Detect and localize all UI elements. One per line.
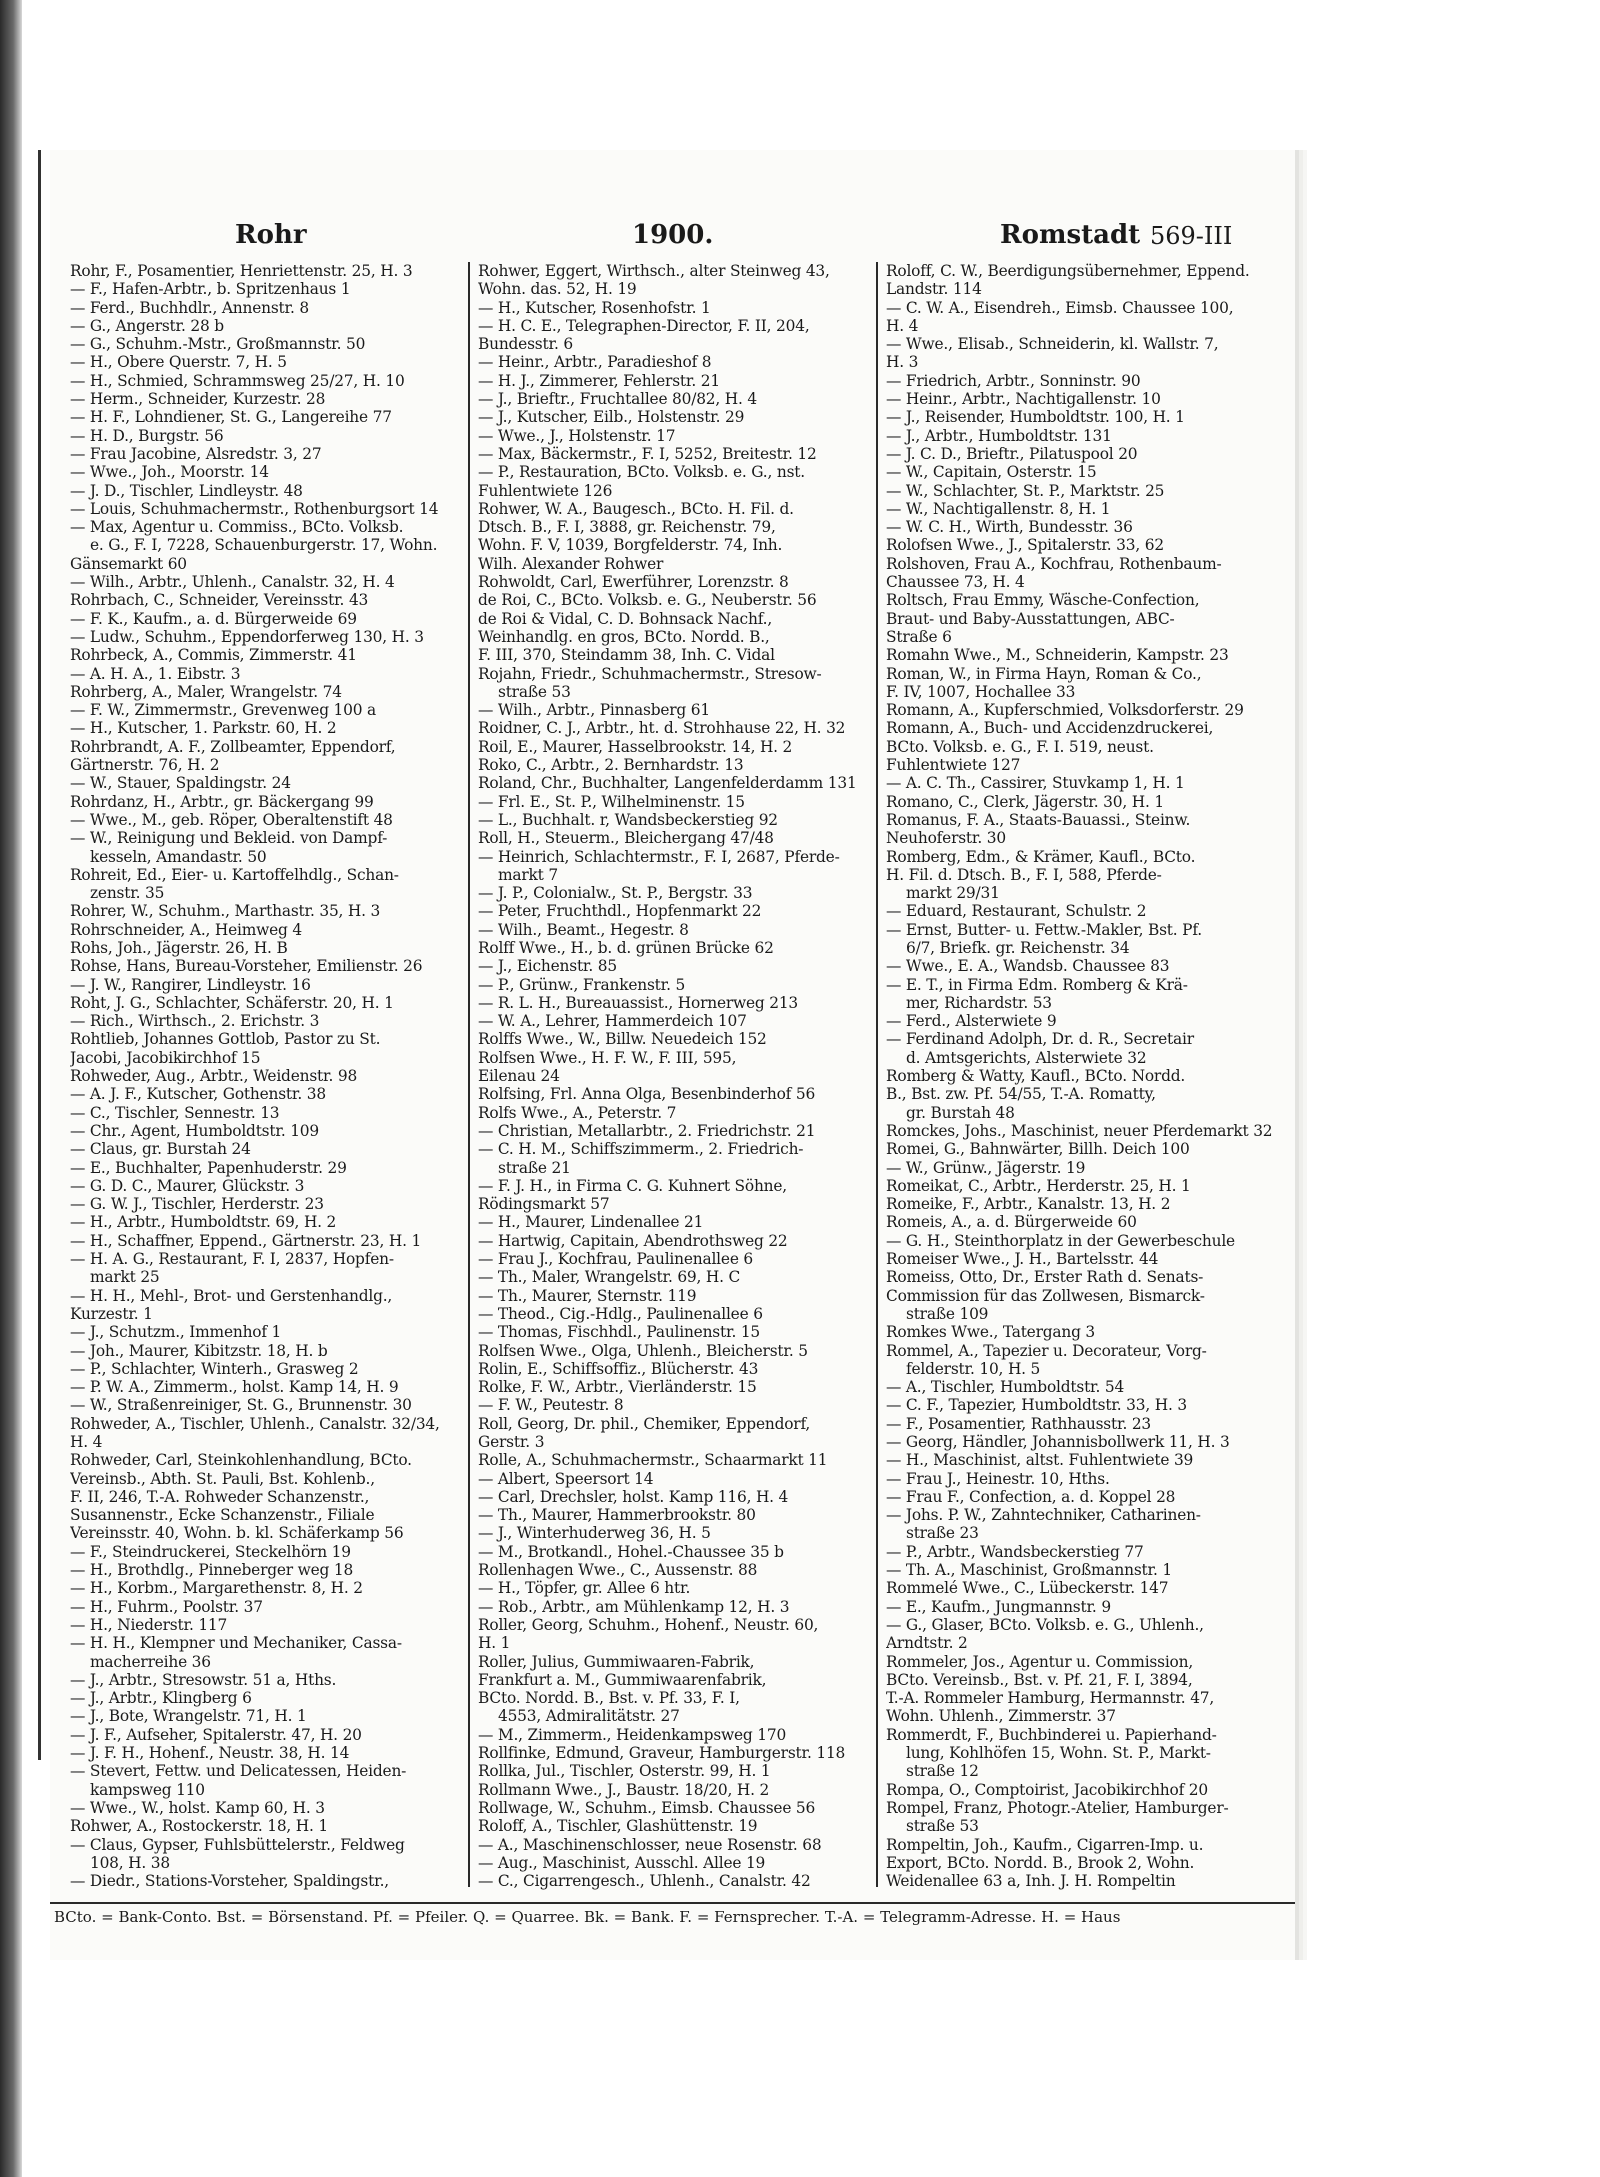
directory-entry-line: — P., Restauration, BCto. Volksb. e. G., nst. xyxy=(478,463,805,482)
directory-entry-line: — Claus, Gypser, Fuhlsbüttelerstr., Feldweg xyxy=(70,1835,405,1854)
directory-entry-line: — H., Kutscher, 1. Parkstr. 60, H. 2 xyxy=(70,719,337,738)
directory-entry-line: — Th., Maurer, Hammerbrookstr. 80 xyxy=(478,1506,756,1525)
directory-entry-line: — Ferd., Buchhdlr., Annenstr. 8 xyxy=(70,298,309,317)
directory-entry-line: — Claus, gr. Burstah 24 xyxy=(70,1140,251,1159)
directory-entry-line: Rohrbach, C., Schneider, Vereinsstr. 43 xyxy=(70,591,369,610)
directory-entry-line: H. Fil. d. Dtsch. B., F. I, 588, Pferde- xyxy=(886,865,1162,884)
directory-entry-line: — A. H. A., 1. Eibstr. 3 xyxy=(70,664,241,683)
directory-entry-line: — J., Eichenstr. 85 xyxy=(478,957,617,976)
directory-entry-line: straße 53 xyxy=(498,682,571,701)
directory-entry-line: Rohse, Hans, Bureau-Vorsteher, Emilienstr. 26 xyxy=(70,957,423,976)
directory-entry-line: — Chr., Agent, Humboldtstr. 109 xyxy=(70,1121,319,1140)
directory-entry-line: — J., Arbtr., Humboldtstr. 131 xyxy=(886,426,1112,445)
directory-entry-line: Romeiser Wwe., J. H., Bartelsstr. 44 xyxy=(886,1250,1159,1269)
directory-entry-line: — H. C. E., Telegraphen-Director, F. II, 204, xyxy=(478,316,810,335)
directory-entry-line: T.-A. Rommeler Hamburg, Hermannstr. 47, xyxy=(886,1689,1215,1708)
directory-entry-line: — Th., Maurer, Sternstr. 119 xyxy=(478,1286,697,1305)
directory-entry-line: Weidenallee 63 a, Inh. J. H. Rompeltin xyxy=(886,1872,1176,1891)
directory-entry-line: Rohweder, Aug., Arbtr., Weidenstr. 98 xyxy=(70,1067,358,1086)
directory-entry-line: de Roi, C., BCto. Volksb. e. G., Neuberstr. 56 xyxy=(478,591,817,610)
directory-entry-line: — Ferdinand Adolph, Dr. d. R., Secretair xyxy=(886,1030,1194,1049)
directory-entry-line: — Th., Maler, Wrangelstr. 69, H. C xyxy=(478,1268,741,1287)
directory-entry-line: — Wwe., Elisab., Schneiderin, kl. Wallstr. 7, xyxy=(886,335,1219,354)
directory-entry-line: Wohn. Uhlenh., Zimmerstr. 37 xyxy=(886,1707,1116,1726)
column-3 xyxy=(886,262,1286,1892)
directory-entry-line: — F., Hafen-Arbtr., b. Spritzenhaus 1 xyxy=(70,280,351,299)
header-year: 1900. xyxy=(632,220,714,250)
directory-entry-line: kampsweg 110 xyxy=(90,1780,205,1799)
directory-entry-line: — Peter, Fruchthdl., Hopfenmarkt 22 xyxy=(478,902,762,921)
directory-entry-line: — W., Straßenreiniger, St. G., Brunnenstr. 30 xyxy=(70,1396,412,1415)
directory-entry-line: Rohr, F., Posamentier, Henriettenstr. 25, H. 3 xyxy=(70,262,413,280)
directory-entry-line: Rohs, Joh., Jägerstr. 26, H. B xyxy=(70,938,288,957)
directory-entry-line: — F. W., Zimmermstr., Grevenweg 100 a xyxy=(70,701,376,720)
directory-entry-line: Eilenau 24 xyxy=(478,1067,560,1086)
directory-entry-line: Rompel, Franz, Photogr.-Atelier, Hamburger- xyxy=(886,1798,1229,1817)
directory-entry-line: — H., Kutscher, Rosenhofstr. 1 xyxy=(478,298,711,317)
header-left-keyword: Rohr xyxy=(235,220,307,250)
directory-entry-line: Roll, Georg, Dr. phil., Chemiker, Eppendorf, xyxy=(478,1414,811,1433)
directory-entry-line: Roht, J. G., Schlachter, Schäferstr. 20, H. 1 xyxy=(70,993,394,1012)
directory-entry-line: — J., Arbtr., Klingberg 6 xyxy=(70,1689,252,1708)
directory-entry-line: Jacobi, Jacobikirchhof 15 xyxy=(70,1048,261,1067)
directory-entry-line: F. II, 246, T.-A. Rohweder Schanzenstr., xyxy=(70,1487,370,1506)
directory-entry-line: — Ferd., Alsterwiete 9 xyxy=(886,1012,1057,1031)
column-2 xyxy=(478,262,878,1892)
directory-entry-line: — C. W. A., Eisendreh., Eimsb. Chaussee 100, xyxy=(886,298,1234,317)
directory-entry-line: Roltsch, Frau Emmy, Wäsche-Confection, xyxy=(886,591,1200,610)
directory-entry-line: — J., Kutscher, Eilb., Holstenstr. 29 xyxy=(478,408,745,427)
directory-entry-line: Rollka, Jul., Tischler, Osterstr. 99, H. 1 xyxy=(478,1762,771,1781)
directory-entry-line: Roll, H., Steuerm., Bleichergang 47/48 xyxy=(478,829,774,848)
directory-entry-line: — E., Buchhalter, Papenhuderstr. 29 xyxy=(70,1158,347,1177)
directory-entry-line: — Frau Jacobine, Alsredstr. 3, 27 xyxy=(70,444,322,463)
directory-entry-line: Rolffs Wwe., W., Billw. Neuedeich 152 xyxy=(478,1030,767,1049)
directory-entry-line: H. 4 xyxy=(886,316,919,335)
directory-entry-line: Rommelé Wwe., C., Lübeckerstr. 147 xyxy=(886,1579,1169,1598)
directory-entry-line: Commission für das Zollwesen, Bismarck- xyxy=(886,1286,1205,1305)
directory-entry-line: Dtsch. B., F. I, 3888, gr. Reichenstr. 79, xyxy=(478,518,776,537)
directory-entry-line: kesseln, Amandastr. 50 xyxy=(90,847,267,866)
directory-entry-line: — F. K., Kaufm., a. d. Bürgerweide 69 xyxy=(70,609,357,628)
directory-entry-line: H. 1 xyxy=(478,1634,511,1653)
directory-entry-line: — H., Maschinist, altst. Fuhlentwiete 39 xyxy=(886,1451,1194,1470)
directory-entry-line: Wilh. Alexander Rohwer xyxy=(478,554,664,573)
directory-entry-line: — P., Schlachter, Winterh., Grasweg 2 xyxy=(70,1359,359,1378)
directory-entry-line: — W., Stauer, Spaldingstr. 24 xyxy=(70,774,291,793)
directory-entry-line: Romberg, Edm., & Krämer, Kaufl., BCto. xyxy=(886,847,1196,866)
directory-entry-line: — H. H., Mehl-, Brot- und Gerstenhandlg., xyxy=(70,1286,393,1305)
directory-entry-line: Rohweder, Carl, Steinkohlenhandlung, BCto. xyxy=(70,1451,412,1470)
directory-entry-line: Rohrberg, A., Maler, Wrangelstr. 74 xyxy=(70,682,342,701)
directory-entry-line: Roller, Julius, Gummiwaaren-Fabrik, xyxy=(478,1652,755,1671)
directory-entry-line: — W. A., Lehrer, Hammerdeich 107 xyxy=(478,1012,747,1031)
directory-entry-line: — Wilh., Arbtr., Uhlenh., Canalstr. 32, H. 4 xyxy=(70,573,395,592)
directory-entry-line: — Herm., Schneider, Kurzestr. 28 xyxy=(70,390,326,409)
directory-entry-line: Romanus, F. A., Staats-Bauassi., Steinw. xyxy=(886,810,1191,829)
directory-entry-line: — Carl, Drechsler, holst. Kamp 116, H. 4 xyxy=(478,1487,789,1506)
directory-entry-line: — F. J. H., in Firma C. G. Kuhnert Söhne, xyxy=(478,1176,787,1195)
directory-entry-line: Rohwer, A., Rostockerstr. 18, H. 1 xyxy=(70,1817,329,1836)
directory-entry-line: — Thomas, Fischhdl., Paulinenstr. 15 xyxy=(478,1323,761,1342)
directory-entry-line: — M., Zimmerm., Heidenkampsweg 170 xyxy=(478,1725,787,1744)
directory-entry-line: Roidner, C. J., Arbtr., ht. d. Strohhause 22, H. 32 xyxy=(478,719,846,738)
directory-entry-line: Rolke, F. W., Arbtr., Vierländerstr. 15 xyxy=(478,1378,757,1397)
directory-entry-line: Rolin, E., Schiffsoffiz., Blücherstr. 43 xyxy=(478,1359,759,1378)
directory-entry-line: Roloff, C. W., Beerdigungsübernehmer, Eppend. xyxy=(886,262,1250,280)
directory-entry-line: — H., Maurer, Lindenallee 21 xyxy=(478,1213,704,1232)
directory-entry-line: — H., Schaffner, Eppend., Gärtnerstr. 23, H. 1 xyxy=(70,1231,422,1250)
directory-entry-line: — W., Capitain, Osterstr. 15 xyxy=(886,463,1097,482)
directory-entry-line: e. G., F. I, 7228, Schauenburgerstr. 17, Wohn. xyxy=(90,536,438,555)
directory-entry-line: Weinhandlg. en gros, BCto. Nordd. B., xyxy=(478,627,770,646)
directory-entry-line: Rolfs Wwe., A., Peterstr. 7 xyxy=(478,1103,677,1122)
directory-entry-line: — H. D., Burgstr. 56 xyxy=(70,426,224,445)
directory-entry-line: straße 21 xyxy=(498,1158,571,1177)
directory-entry-line: Rohrer, W., Schuhm., Marthastr. 35, H. 3 xyxy=(70,902,381,921)
directory-entry-line: — Frau F., Confection, a. d. Koppel 28 xyxy=(886,1487,1176,1506)
directory-entry-line: felderstr. 10, H. 5 xyxy=(906,1359,1041,1378)
directory-entry-line: — W., Grünw., Jägerstr. 19 xyxy=(886,1158,1086,1177)
directory-entry-line: — J. P., Colonialw., St. P., Bergstr. 33 xyxy=(478,884,753,903)
directory-entry-line: Fuhlentwiete 126 xyxy=(478,481,613,500)
directory-entry-line: — Rich., Wirthsch., 2. Erichstr. 3 xyxy=(70,1012,320,1031)
directory-entry-line: — P., Arbtr., Wandsbeckerstieg 77 xyxy=(886,1542,1144,1561)
directory-entry-line: zenstr. 35 xyxy=(90,884,165,903)
directory-entry-line: — H., Brothdlg., Pinneberger weg 18 xyxy=(70,1561,354,1580)
directory-entry-line: — Wwe., Joh., Moorstr. 14 xyxy=(70,463,269,482)
directory-entry-line: B., Bst. zw. Pf. 54/55, T.-A. Romatty, xyxy=(886,1085,1156,1104)
directory-entry-line: Romberg & Watty, Kaufl., BCto. Nordd. xyxy=(886,1067,1186,1086)
directory-entry-line: Roland, Chr., Buchhalter, Langenfelderdamm 131 xyxy=(478,774,857,793)
directory-entry-line: Roman, W., in Firma Hayn, Roman & Co., xyxy=(886,664,1202,683)
directory-entry-line: Wohn. F. V, 1039, Borgfelderstr. 74, Inh. xyxy=(478,536,783,555)
directory-entry-line: — J. F. H., Hohenf., Neustr. 38, H. 14 xyxy=(70,1744,350,1763)
directory-entry-line: Arndtstr. 2 xyxy=(886,1634,968,1653)
directory-entry-line: d. Amtsgerichts, Alsterwiete 32 xyxy=(906,1048,1147,1067)
directory-entry-line xyxy=(70,1890,470,1892)
directory-entry-line: — J. W., Rangirer, Lindleystr. 16 xyxy=(70,975,311,994)
directory-entry-line: Rommerdt, F., Buchbinderei u. Papierhand- xyxy=(886,1725,1217,1744)
directory-entry-line: Rojahn, Friedr., Schuhmachermstr., Stresow- xyxy=(478,664,822,683)
directory-entry-line: Rolofsen Wwe., J., Spitalerstr. 33, 62 xyxy=(886,536,1164,555)
directory-entry-line: — Eduard, Restaurant, Schulstr. 2 xyxy=(886,902,1147,921)
directory-entry-line: — J. F., Aufseher, Spitalerstr. 47, H. 20 xyxy=(70,1725,362,1744)
directory-entry-line: — Hartwig, Capitain, Abendrothsweg 22 xyxy=(478,1231,788,1250)
directory-entry-line: — A. J. F., Kutscher, Gothenstr. 38 xyxy=(70,1085,326,1104)
directory-entry-line: — Georg, Händler, Johannisbollwerk 11, H. 3 xyxy=(886,1433,1230,1451)
directory-entry-line: — Heinr., Arbtr., Nachtigallenstr. 10 xyxy=(886,390,1161,409)
directory-entry-line: Rohrbrandt, A. F., Zollbeamter, Eppendorf, xyxy=(70,737,396,756)
directory-entry-line: F. IV, 1007, Hochallee 33 xyxy=(886,682,1076,701)
directory-entry-line: BCto. Volksb. e. G., F. I. 519, neust. xyxy=(886,737,1154,756)
directory-entry-line: Romano, C., Clerk, Jägerstr. 30, H. 1 xyxy=(886,792,1164,811)
directory-entry-line: — Wwe., E. A., Wandsb. Chaussee 83 xyxy=(886,957,1170,976)
directory-entry-line: — A., Tischler, Humboldtstr. 54 xyxy=(886,1378,1125,1397)
directory-entry-line: Rollfinke, Edmund, Graveur, Hamburgerstr. 118 xyxy=(478,1744,846,1763)
column-rule-1 xyxy=(468,262,470,1887)
directory-entry-line: Gänsemarkt 60 xyxy=(70,554,187,573)
directory-page xyxy=(50,150,1295,1960)
directory-entry-line: Landstr. 114 xyxy=(886,280,982,299)
directory-entry-line: — H., Schmied, Schrammsweg 25/27, H. 10 xyxy=(70,371,405,390)
directory-entry-line: — C., Cigarrengesch., Uhlenh., Canalstr. 42 xyxy=(478,1872,811,1891)
directory-entry-line: — J. C. D., Brieftr., Pilatuspool 20 xyxy=(886,444,1138,463)
directory-entry-line: — H., Niederstr. 117 xyxy=(70,1615,228,1634)
abbreviation-footer xyxy=(50,1902,1295,1934)
directory-entry-line: — G., Glaser, BCto. Volksb. e. G., Uhlenh., xyxy=(886,1615,1204,1634)
directory-entry-line: — F. W., Peutestr. 8 xyxy=(478,1396,624,1415)
directory-entry-line: markt 7 xyxy=(498,865,558,884)
directory-entry-line: BCto. Nordd. B., Bst. v. Pf. 33, F. I, xyxy=(478,1689,740,1708)
directory-entry-line: — E., Kaufm., Jungmannstr. 9 xyxy=(886,1597,1111,1616)
directory-entry-line: Rohreit, Ed., Eier- u. Kartoffelhdlg., Schan- xyxy=(70,865,399,884)
directory-entry-line: — Wwe., M., geb. Röper, Oberaltenstift 48 xyxy=(70,810,393,829)
directory-entry-line: — Christian, Metallarbtr., 2. Friedrichstr. 21 xyxy=(478,1121,816,1140)
directory-entry-line: Rohwer, Eggert, Wirthsch., alter Steinweg 43, xyxy=(478,262,830,280)
directory-entry-line: straße 12 xyxy=(906,1762,979,1781)
directory-entry-line: Vereinsstr. 40, Wohn. b. kl. Schäferkamp 56 xyxy=(70,1524,404,1543)
directory-entry-line: Vereinsb., Abth. St. Pauli, Bst. Kohlenb., xyxy=(70,1469,375,1488)
directory-entry-line: Fuhlentwiete 127 xyxy=(886,756,1021,775)
directory-entry-line: — Louis, Schuhmachermstr., Rothenburgsort 14 xyxy=(70,499,439,518)
directory-entry-line: — Max, Agentur u. Commiss., BCto. Volksb. xyxy=(70,518,404,537)
directory-entry-line: — J., Reisender, Humboldtstr. 100, H. 1 xyxy=(886,408,1185,427)
directory-entry-line: markt 25 xyxy=(90,1268,160,1287)
column-1 xyxy=(70,262,470,1892)
directory-entry-line: lung, Kohlhöfen 15, Wohn. St. P., Markt- xyxy=(906,1744,1211,1763)
directory-entry-line: — Frau J., Heinestr. 10, Hths. xyxy=(886,1469,1110,1488)
directory-entry-line: Gärtnerstr. 76, H. 2 xyxy=(70,756,220,775)
directory-entry-line: — Friedrich, Arbtr., Sonninstr. 90 xyxy=(886,371,1141,390)
directory-entry-line: Romeis, A., a. d. Bürgerweide 60 xyxy=(886,1213,1137,1232)
directory-entry-line: — Heinrich, Schlachtermstr., F. I, 2687, Pferde- xyxy=(478,847,840,866)
directory-entry-line: Romkes Wwe., Tatergang 3 xyxy=(886,1323,1096,1342)
directory-entry-line: — G. D. C., Maurer, Glückstr. 3 xyxy=(70,1176,305,1195)
footer-legend: BCto. = Bank-Conto. Bst. = Börsenstand. Pf. = Pfeiler. Q. = Quarree. Bk. = Bank. F. = Fernsprecher. T.-A. = Telegramm-Adresse. H. = Haus xyxy=(54,1908,1121,1926)
directory-entry-line: — M., Brotkandl., Hohel.-Chaussee 35 b xyxy=(478,1542,784,1561)
directory-entry-line: Rolfsen Wwe., Olga, Uhlenh., Bleicherstr. 5 xyxy=(478,1341,808,1360)
directory-entry-line xyxy=(886,1890,1286,1892)
directory-entry-line: mer, Richardstr. 53 xyxy=(906,993,1052,1012)
directory-entry-line: Romahn Wwe., M., Schneiderin, Kampstr. 23 xyxy=(886,646,1229,665)
directory-entry-line: — H., Korbm., Margarethenstr. 8, H. 2 xyxy=(70,1579,363,1598)
directory-entry-line: — W., Nachtigallenstr. 8, H. 1 xyxy=(886,499,1111,518)
directory-entry-line: 4553, Admiralitätstr. 27 xyxy=(498,1707,680,1726)
directory-entry-line: — Max, Bäckermstr., F. I, 5252, Breitestr. 12 xyxy=(478,444,817,463)
directory-entry-line: — Heinr., Arbtr., Paradieshof 8 xyxy=(478,353,712,372)
directory-entry-line: — L., Buchhalt. r, Wandsbeckerstieg 92 xyxy=(478,810,778,829)
directory-entry-line: Roloff, A., Tischler, Glashüttenstr. 19 xyxy=(478,1817,758,1836)
directory-entry-line: — J., Bote, Wrangelstr. 71, H. 1 xyxy=(70,1707,307,1726)
directory-entry-line: Rolshoven, Frau A., Kochfrau, Rothenbaum- xyxy=(886,554,1222,573)
directory-entry-line: straße 23 xyxy=(906,1524,979,1543)
header-right-keyword: Romstadt xyxy=(1000,220,1141,250)
directory-entry-line: — C. F., Tapezier, Humboldtstr. 33, H. 3 xyxy=(886,1396,1187,1415)
directory-entry-line: — C. H. M., Schiffszimmerm., 2. Friedrich- xyxy=(478,1140,804,1159)
directory-entry-line: — Th. A., Maschinist, Großmannstr. 1 xyxy=(886,1561,1172,1580)
directory-entry-line: Romckes, Johs., Maschinist, neuer Pferdemarkt 32 xyxy=(886,1121,1273,1140)
directory-entry-line: Rohrschneider, A., Heimweg 4 xyxy=(70,920,302,939)
directory-entry-line: Export, BCto. Nordd. B., Brook 2, Wohn. xyxy=(886,1853,1195,1872)
directory-entry-line: — Albert, Speersort 14 xyxy=(478,1469,654,1488)
directory-entry-line: Braut- und Baby-Ausstattungen, ABC- xyxy=(886,609,1175,628)
directory-entry-line: Chaussee 73, H. 4 xyxy=(886,573,1025,592)
directory-entry-line: Neuhoferstr. 30 xyxy=(886,829,1006,848)
directory-entry-line: — E. T., in Firma Edm. Romberg & Krä- xyxy=(886,975,1188,994)
directory-entry-line: — Theod., Cig.-Hdlg., Paulinenallee 6 xyxy=(478,1304,763,1323)
directory-entry-line: Rohwoldt, Carl, Ewerführer, Lorenzstr. 8 xyxy=(478,573,789,592)
directory-entry-line: H. 4 xyxy=(70,1433,103,1451)
directory-entry-line: — G. W. J., Tischler, Herderstr. 23 xyxy=(70,1195,324,1214)
directory-entry-line: — H., Arbtr., Humboldtstr. 69, H. 2 xyxy=(70,1213,337,1232)
directory-entry-line: — Rob., Arbtr., am Mühlenkamp 12, H. 3 xyxy=(478,1597,790,1616)
directory-entry-line: Romann, A., Kupferschmied, Volksdorferstr. 29 xyxy=(886,701,1244,720)
directory-entry-line: 6/7, Briefk. gr. Reichenstr. 34 xyxy=(906,938,1130,957)
directory-entry-line: — H., Fuhrm., Poolstr. 37 xyxy=(70,1597,263,1616)
directory-entry-line: — H. A. G., Restaurant, F. I, 2837, Hopfen- xyxy=(70,1250,394,1269)
directory-entry-line: — C., Tischler, Sennestr. 13 xyxy=(70,1103,280,1122)
directory-entry-line: straße 109 xyxy=(906,1304,989,1323)
previous-page-edge xyxy=(38,150,41,1760)
directory-entry-line: Rolff Wwe., H., b. d. grünen Brücke 62 xyxy=(478,938,774,957)
directory-entry-line: Rolfsen Wwe., H. F. W., F. III, 595, xyxy=(478,1048,737,1067)
directory-entry-line: Rollmann Wwe., J., Baustr. 18/20, H. 2 xyxy=(478,1780,770,1799)
directory-entry-line: Rompeltin, Joh., Kaufm., Cigarren-Imp. u. xyxy=(886,1835,1204,1854)
directory-entry-line: BCto. Vereinsb., Bst. v. Pf. 21, F. I, 3894, xyxy=(886,1670,1193,1689)
directory-entry-line: — W. C. H., Wirth, Bundesstr. 36 xyxy=(886,518,1133,537)
directory-entry-line: — H., Töpfer, gr. Allee 6 htr. xyxy=(478,1579,691,1598)
directory-entry-line: Romei, G., Bahnwärter, Billh. Deich 100 xyxy=(886,1140,1190,1159)
directory-entry-line: Roil, E., Maurer, Hasselbrookstr. 14, H. 2 xyxy=(478,737,793,756)
directory-entry-line: — Ludw., Schuhm., Eppendorferweg 130, H. 3 xyxy=(70,627,424,646)
directory-entry-line: Rollenhagen Wwe., C., Aussenstr. 88 xyxy=(478,1561,758,1580)
directory-entry-line: — F., Steindruckerei, Steckelhörn 19 xyxy=(70,1542,351,1561)
directory-entry-line: — J., Winterhuderweg 36, H. 5 xyxy=(478,1524,711,1543)
directory-entry-line: — J. D., Tischler, Lindleystr. 48 xyxy=(70,481,303,500)
directory-entry-line: — Joh., Maurer, Kibitzstr. 18, H. b xyxy=(70,1341,328,1360)
scan-left-edge xyxy=(0,0,22,2177)
page-number: 569-III xyxy=(1150,222,1233,250)
column-rule-2 xyxy=(876,262,878,1887)
directory-entry-line: Romeike, F., Arbtr., Kanalstr. 13, H. 2 xyxy=(886,1195,1171,1214)
directory-entry-line: Rohweder, A., Tischler, Uhlenh., Canalstr. 32/34, xyxy=(70,1414,440,1433)
directory-entry-line: Rohrdanz, H., Arbtr., gr. Bäckergang 99 xyxy=(70,792,374,811)
directory-entry-line: — G., Angerstr. 28 b xyxy=(70,316,224,335)
directory-entry-line: — Johs. P. W., Zahntechniker, Catharinen- xyxy=(886,1506,1201,1525)
directory-entry-line: — G., Schuhm.-Mstr., Großmannstr. 50 xyxy=(70,335,366,354)
directory-entry-line: — Wwe., W., holst. Kamp 60, H. 3 xyxy=(70,1798,325,1817)
directory-entry-line: — P., Grünw., Frankenstr. 5 xyxy=(478,975,686,994)
directory-entry-line: — H. J., Zimmerer, Fehlerstr. 21 xyxy=(478,371,720,390)
directory-entry-line: Susannenstr., Ecke Schanzenstr., Filiale xyxy=(70,1506,375,1525)
directory-entry-line xyxy=(478,1890,878,1892)
directory-entry-line: — J., Arbtr., Stresowstr. 51 a, Hths. xyxy=(70,1670,337,1689)
directory-entry-line: Rohtlieb, Johannes Gottlob, Pastor zu St. xyxy=(70,1030,381,1049)
directory-entry-line: markt 29/31 xyxy=(906,884,1000,903)
page-header xyxy=(50,220,1295,256)
directory-entry-line: — J., Schutzm., Immenhof 1 xyxy=(70,1323,282,1342)
directory-entry-line: macherreihe 36 xyxy=(90,1652,211,1671)
directory-entry-line: — G. H., Steinthorplatz in der Gewerbeschule xyxy=(886,1231,1235,1250)
directory-entry-line: F. III, 370, Steindamm 38, Inh. C. Vidal xyxy=(478,646,775,665)
directory-entry-line: Rödingsmarkt 57 xyxy=(478,1195,610,1214)
directory-entry-line: Roko, C., Arbtr., 2. Bernhardstr. 13 xyxy=(478,756,744,775)
directory-entry-line: — Diedr., Stations-Vorsteher, Spaldingstr., xyxy=(70,1872,389,1891)
directory-entry-line: — Stevert, Fettw. und Delicatessen, Heiden- xyxy=(70,1762,407,1781)
directory-entry-line: Rohrbeck, A., Commis, Zimmerstr. 41 xyxy=(70,646,357,665)
directory-entry-line: Rompa, O., Comptoirist, Jacobikirchhof 20 xyxy=(886,1780,1208,1799)
directory-entry-line: — W., Schlachter, St. P., Marktstr. 25 xyxy=(886,481,1165,500)
directory-entry-line: — H. F., Lohndiener, St. G., Langereihe 77 xyxy=(70,408,392,427)
directory-entry-line: — R. L. H., Bureauassist., Hornerweg 213 xyxy=(478,993,799,1012)
directory-entry-line: straße 53 xyxy=(906,1817,979,1836)
directory-entry-line: de Roi & Vidal, C. D. Bohnsack Nachf., xyxy=(478,609,773,628)
directory-entry-line: Straße 6 xyxy=(886,627,952,646)
directory-entry-line: — A., Maschinenschlosser, neue Rosenstr. 68 xyxy=(478,1835,822,1854)
directory-entry-line: Rohwer, W. A., Baugesch., BCto. H. Fil. d. xyxy=(478,499,794,518)
directory-entry-line: Rolfsing, Frl. Anna Olga, Besenbinderhof 56 xyxy=(478,1085,816,1104)
directory-entry-line: Wohn. das. 52, H. 19 xyxy=(478,280,637,299)
directory-entry-line: — W., Reinigung und Bekleid. von Dampf- xyxy=(70,829,388,848)
directory-entry-line: — Frl. E., St. P., Wilhelminenstr. 15 xyxy=(478,792,745,811)
directory-entry-line: gr. Burstah 48 xyxy=(906,1103,1015,1122)
directory-entry-line: Gerstr. 3 xyxy=(478,1433,545,1451)
directory-entry-line: H. 3 xyxy=(886,353,919,372)
directory-entry-line: — Aug., Maschinist, Ausschl. Allee 19 xyxy=(478,1853,766,1872)
directory-entry-line: — H., Obere Querstr. 7, H. 5 xyxy=(70,353,287,372)
directory-entry-line: — F., Posamentier, Rathhausstr. 23 xyxy=(886,1414,1152,1433)
directory-entry-line: 108, H. 38 xyxy=(90,1853,170,1872)
directory-entry-line: — Frau J., Kochfrau, Paulinenallee 6 xyxy=(478,1250,754,1269)
directory-entry-line: Kurzestr. 1 xyxy=(70,1304,153,1323)
directory-entry-line: — Wwe., J., Holstenstr. 17 xyxy=(478,426,676,445)
directory-entry-line: — Wilh., Arbtr., Pinnasberg 61 xyxy=(478,701,710,720)
directory-entry-line: — P. W. A., Zimmerm., holst. Kamp 14, H. 9 xyxy=(70,1378,399,1397)
directory-entry-line: — A. C. Th., Cassirer, Stuvkamp 1, H. 1 xyxy=(886,774,1185,793)
directory-entry-line: — Ernst, Butter- u. Fettw.-Makler, Bst. Pf. xyxy=(886,920,1202,939)
directory-entry-line: Bundesstr. 6 xyxy=(478,335,573,354)
directory-entry-line: Romeikat, C., Arbtr., Herderstr. 25, H. 1 xyxy=(886,1176,1191,1195)
directory-entry-line: — Wilh., Beamt., Hegestr. 8 xyxy=(478,920,689,939)
directory-entry-line: Romann, A., Buch- und Accidenzdruckerei, xyxy=(886,719,1214,738)
directory-entry-line: — H. H., Klempner und Mechaniker, Cassa- xyxy=(70,1634,402,1653)
directory-entry-line: Roller, Georg, Schuhm., Hohenf., Neustr. 60, xyxy=(478,1615,819,1634)
directory-entry-line: Romeiss, Otto, Dr., Erster Rath d. Senats- xyxy=(886,1268,1204,1287)
directory-entry-line: Rollwage, W., Schuhm., Eimsb. Chaussee 56 xyxy=(478,1798,816,1817)
directory-entry-line: Rolle, A., Schuhmachermstr., Schaarmarkt 11 xyxy=(478,1451,828,1470)
directory-entry-line: — J., Brieftr., Fruchtallee 80/82, H. 4 xyxy=(478,390,757,409)
directory-entry-line: Frankfurt a. M., Gummiwaarenfabrik, xyxy=(478,1670,767,1689)
directory-entry-line: Rommel, A., Tapezier u. Decorateur, Vorg- xyxy=(886,1341,1207,1360)
directory-entry-line: Rommeler, Jos., Agentur u. Commission, xyxy=(886,1652,1194,1671)
